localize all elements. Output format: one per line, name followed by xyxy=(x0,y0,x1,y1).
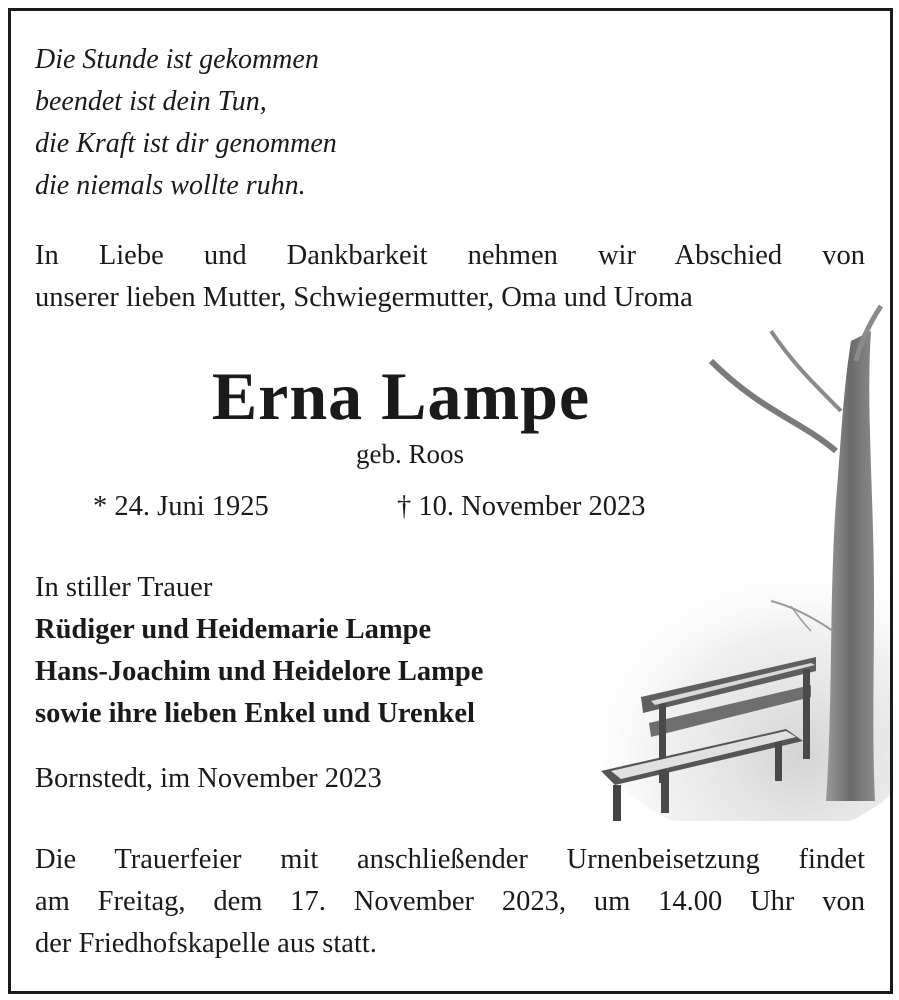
maiden-name: geb. Roos xyxy=(356,439,464,469)
intro-line: In Liebe und Dankbarkeit nehmen wir Abschied von xyxy=(35,240,865,271)
funeral-info xyxy=(35,839,865,965)
mourner-name: Rüdiger und Heidemarie Lampe xyxy=(35,614,432,645)
place-date: Bornstedt, im November 2023 xyxy=(35,763,382,794)
poem-line: die niemals wollte ruhn. xyxy=(35,170,306,201)
poem-line: Die Stunde ist gekommen xyxy=(35,44,319,75)
mourner-name: sowie ihre lieben Enkel und Urenkel xyxy=(35,698,475,729)
mourners-heading: In stiller Trauer xyxy=(35,572,213,603)
poem-line: beendet ist dein Tun, xyxy=(35,86,267,117)
funeral-line: am Freitag, dem 17. November 2023, um 14.00 Uhr von xyxy=(35,886,865,917)
funeral-line: Die Trauerfeier mit anschließender Urnenbeisetzung findet xyxy=(35,844,865,875)
birth-date: * 24. Juni 1925 xyxy=(93,491,269,522)
death-date: † 10. November 2023 xyxy=(397,491,646,522)
mourners xyxy=(35,567,483,735)
funeral-line: der Friedhofskapelle aus statt. xyxy=(35,928,377,959)
deceased-name: Erna Lampe xyxy=(211,358,591,434)
poem xyxy=(35,39,337,207)
intro-line: unserer lieben Mutter, Schwiegermutter, Oma und Uroma xyxy=(35,282,693,313)
mourner-name: Hans-Joachim und Heidelore Lampe xyxy=(35,656,484,687)
poem-line: die Kraft ist dir genommen xyxy=(35,128,337,159)
obituary-notice xyxy=(8,8,893,994)
intro-text xyxy=(35,235,865,319)
